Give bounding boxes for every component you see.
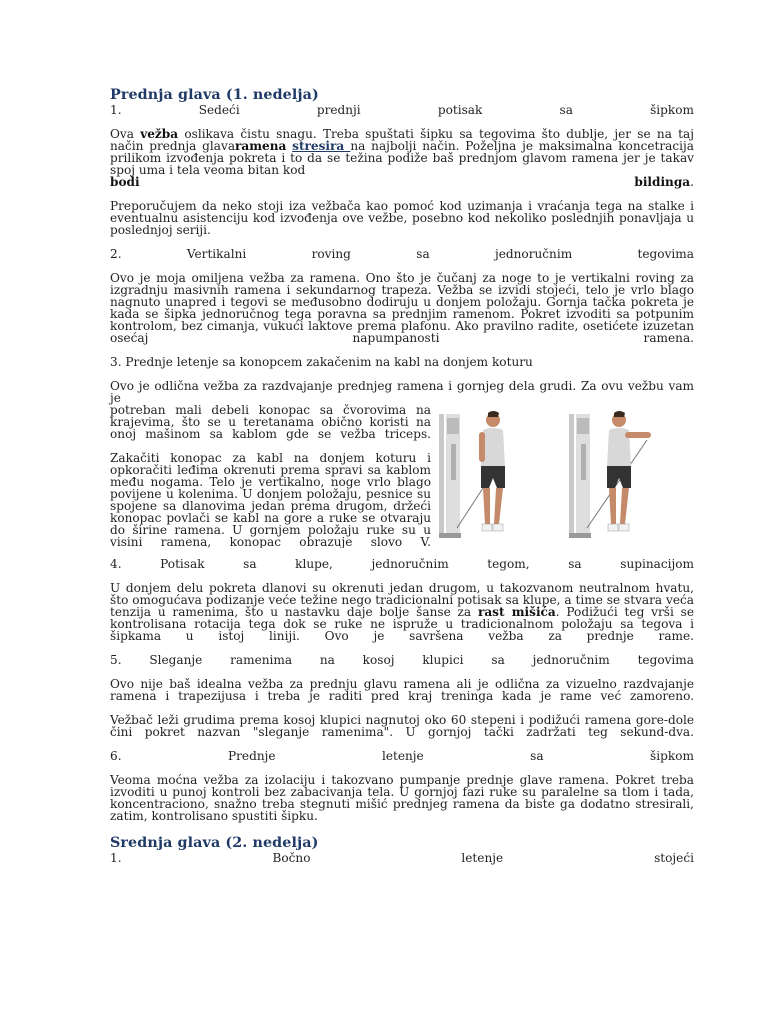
- person-right-icon: [607, 411, 651, 531]
- exercise-heading: 5. Sleganje ramenima na kosoj klupici sa jednoručnim tegovima: [110, 653, 694, 667]
- paragraph: Zakačiti konopac za kabl na donjem koturu i opkoračiti leđima okrenuti prema spravi sa kablom među nogama. Telo je vertikalno, noge vrlo blago povijene u kolenima. U donjem položaju, pesnice su spojene sa dlanovima jedan prema drugom, držeći konopac povlači se kabl na gore a ruke se otvaraju do širine ramena. U gornjem položaju ruke su u visini ramena, konopac obrazuje slovo V.: [110, 451, 431, 548]
- document-body: [110, 86, 694, 864]
- exercise-heading: 4. Potisak sa klupe, jednoručnim tegom, sa supinacijom: [110, 557, 694, 571]
- cable-machine-left-icon: [439, 414, 483, 538]
- exercise-illustration: [439, 408, 694, 541]
- paragraph: Veoma moćna vežba za izolaciju i takozvano pumpanje prednje glave ramena. Pokret treba izvoditi u punoj kontroli bez zabacivanja tela. U gornjoj fazi ruke su paralelne sa tlom i tada, koncentraciono, snažno treba stegnuti mišić prednjeg ramena da biste ga dodatno stresirali, zatim, kontrolisano spustiti šipku.: [110, 773, 694, 823]
- exercise-heading: 2. Vertikalni roving sa jednoručnim tegovima: [110, 247, 694, 261]
- person-left-icon: [479, 411, 505, 531]
- paragraph-line: bodi bildinga.: [110, 175, 694, 189]
- paragraph: potreban mali debeli konopac sa čvorovima na krajevima, što se u teretanama obično koristi na onoj mašinom sa kablom gde se vežba triceps.: [110, 404, 431, 441]
- figure-row: [110, 404, 694, 548]
- section-heading: Srednja glava (2. nedelja): [110, 835, 319, 851]
- link-stresira[interactable]: stresira: [292, 139, 351, 153]
- paragraph: Preporučujem da neko stoji iza vežbača kao pomoć kod uzimanja i vraćanja tega na stalke i eventualnu asistenciju kod izvođenja ove vežbe, posebno kod nekoliko poslednjih ponavljaja u poslednjoj seriji.: [110, 199, 694, 237]
- paragraph: U donjem delu pokreta dlanovi su okrenuti jedan drugom, u takozvanom neutralnom hvatu, što omogućava podizanje veće težine nego tradicionalni potisak sa klupe, a time se stvara veća tenzija u ramenima, što u nastavku daje bolje šanse za rast mišića. Podižući teg vrši se kontrolisana rotacija tega dok se ruke ne ispruže u tradicionalnom položaju sa tegova i šipkama u istoj liniji. Ovo je savršena vežba za prednje rame.: [110, 581, 695, 643]
- paragraph: Ova vežba oslikava čistu snagu. Treba spuštati šipku sa tegovima što dublje, jer se na taj način prednja glavaramena stresira na najbolji način. Poželjna je maksimalna koncetracija prilikom izvođenja pokreta i to da se težina podiže baš prednjom glavom ramena jer je takav spoj uma i tela veoma bitan kod: [110, 127, 694, 177]
- exercise-heading: 1. Sedeći prednji potisak sa šipkom: [110, 103, 694, 117]
- paragraph-line: Ovo je odlična vežba za razdvajanje prednjeg ramena i gornjeg dela grudi. Za ovu vežbu vam je: [110, 379, 694, 405]
- exercise-heading: 1. Bočno letenje stojeći: [110, 851, 694, 865]
- exercise-heading: 3. Prednje letenje sa konopcem zakačenim na kabl na donjem koturu: [110, 355, 533, 369]
- paragraph: Vežbač leži grudima prema kosoj klupici nagnutoj oko 60 stepeni i podižući ramena gore-dole čini pokret nazvan "sleganje ramenima". U gornjoj tački zadržati teg sekund-dva.: [110, 713, 694, 739]
- exercise-heading: 6. Prednje letenje sa šipkom: [110, 749, 694, 763]
- paragraph: Ovo je moja omiljena vežba za ramena. Ono što je čučanj za noge to je vertikalni roving za izgradnju masivnih ramena i sekundarnog trapeza. Vežba se izvidi stojeći, telo je vrlo blago nagnuto unapred i tegovi se međusobno dodiruju u donjem položaju. Gornja tačka pokreta je kada se šipka jednoručnog tega poravna sa prednjim ramenom. Pokret izvoditi sa potpunim kontrolom, bez cimanja, vukući laktove prema plafonu. Ako pravilno radite, osetićete izuzetan osećaj napumpanosti ramena.: [110, 271, 694, 345]
- section-heading: Prednja glava (1. nedelja): [110, 87, 319, 103]
- paragraph: Ovo nije baš idealna vežba za prednju glavu ramena ali je odlična za vizuelno razdvajanje ramena i trapezijusa i treba je raditi pred kraj treninga kada je rame već zamoreno.: [110, 677, 694, 703]
